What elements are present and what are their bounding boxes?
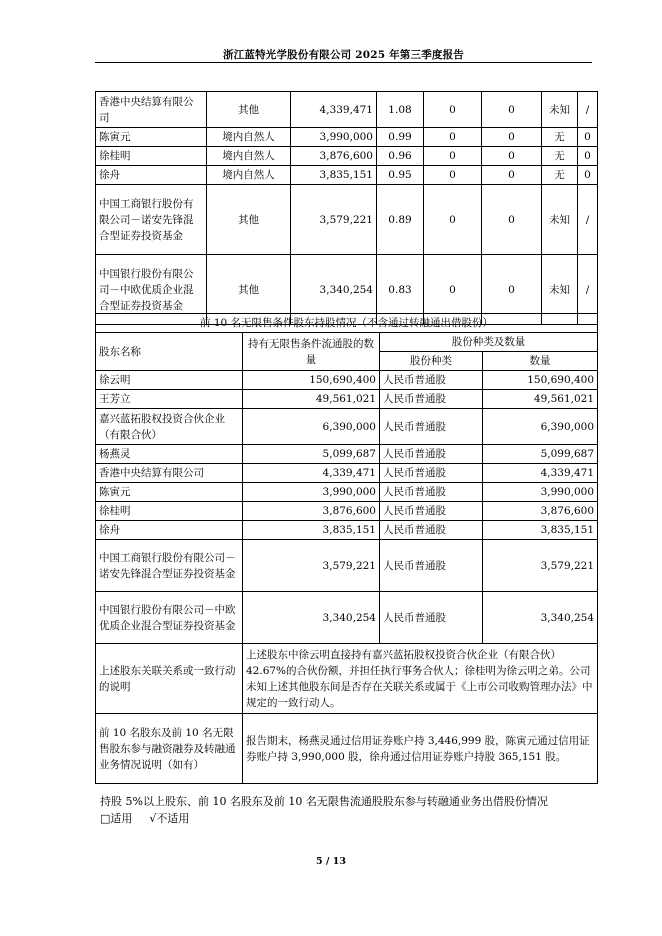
relation-text: 上述股东中徐云明直接持有嘉兴蓝拓股权投资合伙企业（有限合伙）42.67%的合伙份额，并担任执行事务合伙人；徐桂明为徐云明之弟。公司未知上述其他股东间是否存在关联关系或属于《上市公司收购管理办法》中规定的一致行动人。 xyxy=(243,644,598,714)
page-number: 5 / 13 xyxy=(316,856,346,867)
relation-row xyxy=(96,644,598,714)
restricted-shares: 0 xyxy=(424,92,482,128)
share-amount: 3,835,151 xyxy=(483,521,598,540)
table-row xyxy=(96,464,598,483)
section-title-row xyxy=(96,314,598,333)
share-amount: 49,561,021 xyxy=(483,390,598,409)
holding-percent: 0.95 xyxy=(377,166,424,185)
pledge-status: 无 xyxy=(542,128,578,147)
pledged-shares: 0 xyxy=(482,92,542,128)
table-row xyxy=(96,502,598,521)
holder-name: 中国工商银行股份有限公司－诺安先锋混合型证券投资基金 xyxy=(96,540,243,592)
shareholder-type: 境内自然人 xyxy=(207,166,291,185)
holding-percent: 0.99 xyxy=(377,128,424,147)
pledge-quantity: / xyxy=(578,92,598,128)
holder-name: 徐舟 xyxy=(96,521,243,540)
shareholder-name: 陈寅元 xyxy=(96,128,207,147)
table-row xyxy=(96,92,598,128)
margin-trading-label: 前 10 名股东及前 10 名无限售股东参与融资融券及转融通业务情况说明（如有） xyxy=(96,714,243,784)
pledged-shares: 0 xyxy=(482,147,542,166)
pledge-quantity: 0 xyxy=(578,147,598,166)
shareholder-name: 徐舟 xyxy=(96,166,207,185)
pledge-status: 未知 xyxy=(542,92,578,128)
restricted-shares: 0 xyxy=(424,185,482,255)
shares-held: 3,579,221 xyxy=(291,185,377,255)
holder-name: 徐桂明 xyxy=(96,502,243,521)
option-not-applicable: √不适用 xyxy=(149,812,190,825)
shareholder-name: 徐桂明 xyxy=(96,147,207,166)
pledge-quantity: 0 xyxy=(578,128,598,147)
holder-name: 香港中央结算有限公司 xyxy=(96,464,243,483)
table-row xyxy=(96,147,598,166)
share-amount: 3,340,254 xyxy=(483,592,598,644)
table-row xyxy=(96,166,598,185)
section-title: 前 10 名无限售条件股东持股情况（不含通过转融通出借股份） xyxy=(96,314,598,333)
holder-quantity: 3,876,600 xyxy=(243,502,380,521)
holder-quantity: 4,339,471 xyxy=(243,464,380,483)
share-amount: 3,876,600 xyxy=(483,502,598,521)
table-row xyxy=(96,483,598,502)
shareholder-type: 境内自然人 xyxy=(207,147,291,166)
shareholder-name: 中国银行股份有限公司－中欧优质企业混合型证券投资基金 xyxy=(96,255,207,325)
holder-name: 王芳立 xyxy=(96,390,243,409)
table-row xyxy=(96,540,598,592)
holder-name: 杨燕灵 xyxy=(96,445,243,464)
share-kind: 人民币普通股 xyxy=(380,409,483,445)
col-header-amount: 数量 xyxy=(483,352,598,371)
restricted-shares: 0 xyxy=(424,166,482,185)
share-kind: 人民币普通股 xyxy=(380,371,483,390)
holder-name: 徐云明 xyxy=(96,371,243,390)
holder-quantity: 150,690,400 xyxy=(243,371,380,390)
pledged-shares: 0 xyxy=(482,185,542,255)
shareholder-type: 其他 xyxy=(207,92,291,128)
lending-note xyxy=(100,793,548,827)
shares-held: 3,835,151 xyxy=(291,166,377,185)
share-amount: 150,690,400 xyxy=(483,371,598,390)
shareholder-type: 其他 xyxy=(207,185,291,255)
relation-label: 上述股东关联关系或一致行动的说明 xyxy=(96,644,243,714)
share-amount: 4,339,471 xyxy=(483,464,598,483)
table-row xyxy=(96,371,598,390)
col-header-name: 股东名称 xyxy=(96,333,243,371)
unrestricted-shareholders-table xyxy=(95,313,598,784)
col-header-kind: 股份种类 xyxy=(380,352,483,371)
shares-held: 3,990,000 xyxy=(291,128,377,147)
lending-note-options xyxy=(100,810,548,827)
table-row xyxy=(96,445,598,464)
margin-trading-text: 报告期末，杨燕灵通过信用证券账户持 3,446,999 股，陈寅元通过信用证券账户持 3,990,000 股，徐舟通过信用证券账户持股 365,151 股。 xyxy=(243,714,598,784)
share-kind: 人民币普通股 xyxy=(380,445,483,464)
share-amount: 6,390,000 xyxy=(483,409,598,445)
share-kind: 人民币普通股 xyxy=(380,390,483,409)
col-header-quantity: 持有无限售条件流通股的数量 xyxy=(243,333,380,371)
header-divider xyxy=(95,62,592,63)
shareholder-type: 境内自然人 xyxy=(207,128,291,147)
share-kind: 人民币普通股 xyxy=(380,464,483,483)
table-row xyxy=(96,128,598,147)
lending-note-text: 持股 5%以上股东、前 10 名股东及前 10 名无限售流通股股东参与转融通业务出借股份情况 xyxy=(100,795,548,808)
table-row xyxy=(96,390,598,409)
share-kind: 人民币普通股 xyxy=(380,483,483,502)
holder-quantity: 5,099,687 xyxy=(243,445,380,464)
holder-name: 嘉兴蓝拓股权投资合伙企业（有限合伙） xyxy=(96,409,243,445)
share-kind: 人民币普通股 xyxy=(380,540,483,592)
holder-quantity: 49,561,021 xyxy=(243,390,380,409)
pledged-shares: 0 xyxy=(482,166,542,185)
pledged-shares: 0 xyxy=(482,128,542,147)
holder-name: 陈寅元 xyxy=(96,483,243,502)
table-row xyxy=(96,592,598,644)
share-kind: 人民币普通股 xyxy=(380,521,483,540)
header-row xyxy=(96,333,598,352)
restricted-shares: 0 xyxy=(424,147,482,166)
holder-quantity: 6,390,000 xyxy=(243,409,380,445)
table-row xyxy=(96,185,598,255)
restricted-shares: 0 xyxy=(424,255,482,325)
share-amount: 3,990,000 xyxy=(483,483,598,502)
pledged-shares: 0 xyxy=(482,255,542,325)
pledge-status: 无 xyxy=(542,147,578,166)
shareholder-name: 中国工商银行股份有限公司－诺安先锋混合型证券投资基金 xyxy=(96,185,207,255)
holder-name: 中国银行股份有限公司－中欧优质企业混合型证券投资基金 xyxy=(96,592,243,644)
shares-held: 3,876,600 xyxy=(291,147,377,166)
holding-percent: 0.96 xyxy=(377,147,424,166)
shares-held: 3,340,254 xyxy=(291,255,377,325)
shares-held: 4,339,471 xyxy=(291,92,377,128)
pledge-status: 无 xyxy=(542,166,578,185)
share-amount: 5,099,687 xyxy=(483,445,598,464)
shareholder-type: 其他 xyxy=(207,255,291,325)
table-row xyxy=(96,409,598,445)
col-header-group: 股份种类及数量 xyxy=(380,333,598,352)
table-row xyxy=(96,521,598,540)
page-header-title: 浙江蓝特光学股份有限公司 2025 年第三季度报告 xyxy=(222,49,465,61)
holding-percent: 1.08 xyxy=(377,92,424,128)
holding-percent: 0.83 xyxy=(377,255,424,325)
share-kind: 人民币普通股 xyxy=(380,592,483,644)
holder-quantity: 3,990,000 xyxy=(243,483,380,502)
option-applicable: □适用 xyxy=(100,812,133,825)
pledge-status: 未知 xyxy=(542,185,578,255)
holder-quantity: 3,579,221 xyxy=(243,540,380,592)
holder-quantity: 3,835,151 xyxy=(243,521,380,540)
pledge-quantity: / xyxy=(578,185,598,255)
share-kind: 人民币普通股 xyxy=(380,502,483,521)
margin-trading-row xyxy=(96,714,598,784)
share-amount: 3,579,221 xyxy=(483,540,598,592)
shareholder-name: 香港中央结算有限公司 xyxy=(96,92,207,128)
top-shareholders-table-continued xyxy=(95,91,598,325)
restricted-shares: 0 xyxy=(424,128,482,147)
holding-percent: 0.89 xyxy=(377,185,424,255)
pledge-quantity: / xyxy=(578,255,598,325)
holder-quantity: 3,340,254 xyxy=(243,592,380,644)
pledge-quantity: 0 xyxy=(578,166,598,185)
pledge-status: 未知 xyxy=(542,255,578,325)
